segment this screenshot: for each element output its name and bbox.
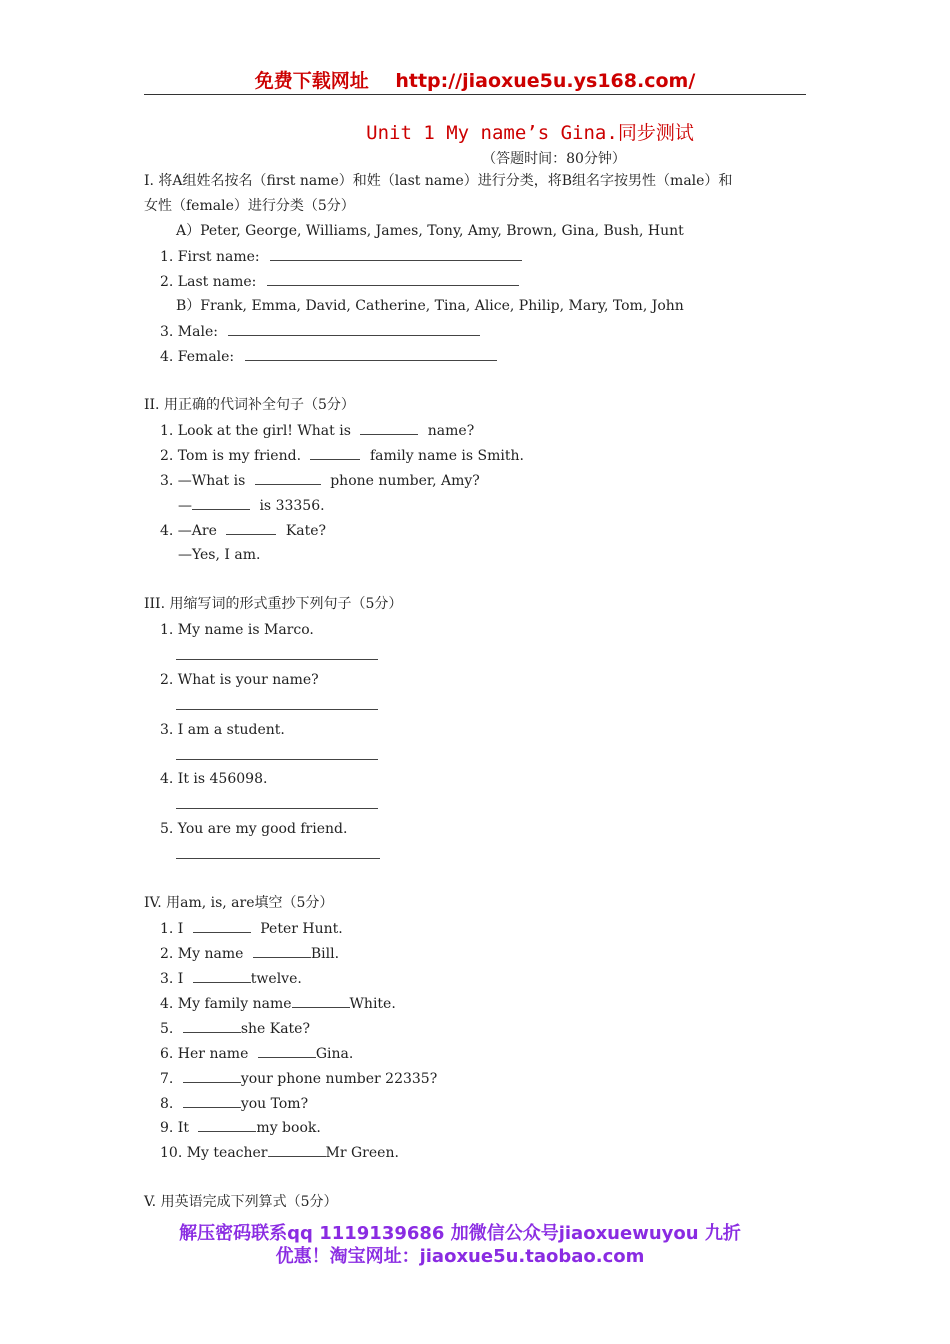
answer-blank[interactable]	[228, 322, 480, 336]
question-text: Bill.	[310, 946, 340, 962]
answer-blank[interactable]	[183, 1019, 241, 1033]
section4-question-4	[160, 994, 396, 1013]
question-text: 4. —Are	[160, 523, 217, 539]
question-text: she Kate?	[240, 1021, 310, 1037]
section3-question-2: 2. What is your name?	[160, 672, 319, 688]
section4-question-3	[160, 969, 302, 988]
section1-heading-line2: 女性（female）进行分类（5分）	[144, 198, 355, 214]
page-subtitle: （答题时间：80分钟）	[482, 151, 626, 167]
item-label: 1. First name:	[160, 249, 260, 265]
answer-blank[interactable]	[176, 696, 378, 710]
section1-heading-line1: I. 将A组姓名按名（first name）和姓（last name）进行分类，将B组名字按男性（male）和	[144, 173, 733, 189]
answer-blank[interactable]	[268, 1143, 326, 1157]
question-text: is 33356.	[259, 498, 325, 514]
answer-blank[interactable]	[292, 994, 350, 1008]
question-text: 8.	[160, 1096, 174, 1112]
section4-question-10	[160, 1143, 399, 1162]
footer-line-1: 解压密码联系qq 1119139686 加微信公众号jiaoxuewuyou 九折	[179, 1223, 741, 1244]
section3-answer-1	[176, 646, 378, 665]
section4-heading: IV. 用am, is, are填空（5分）	[144, 895, 334, 911]
answer-blank[interactable]	[193, 919, 251, 933]
question-text: 7.	[160, 1071, 174, 1087]
section3-question-3: 3. I am a student.	[160, 722, 285, 738]
question-text: 4. My family name	[160, 996, 292, 1012]
section2-question-4	[160, 521, 326, 540]
page-header	[144, 66, 806, 95]
question-text: my book.	[256, 1120, 321, 1136]
section1-item-3	[160, 322, 480, 341]
answer-blank[interactable]	[192, 496, 250, 510]
question-text: 3. —What is	[160, 473, 246, 489]
question-text: 10. My teacher	[160, 1145, 268, 1161]
item-label: 4. Female:	[160, 349, 235, 365]
section2-question-1	[160, 421, 474, 440]
question-text: name?	[427, 423, 475, 439]
answer-blank[interactable]	[310, 446, 360, 460]
question-text: Peter Hunt.	[260, 921, 343, 937]
question-text: 9. It	[160, 1120, 189, 1136]
section3-question-1: 1. My name is Marco.	[160, 622, 314, 638]
section4-question-8	[160, 1094, 308, 1113]
question-text: 6. Her name	[160, 1046, 249, 1062]
question-text: 2. My name	[160, 946, 244, 962]
answer-blank[interactable]	[176, 795, 378, 809]
section4-question-1	[160, 919, 343, 938]
question-text: you Tom?	[240, 1096, 309, 1112]
header-label: 免费下载网址	[254, 70, 369, 92]
section1-item-4	[160, 347, 497, 366]
answer-blank[interactable]	[183, 1069, 241, 1083]
section4-question-2	[160, 944, 339, 963]
answer-blank[interactable]	[253, 944, 311, 958]
answer-blank[interactable]	[255, 471, 321, 485]
question-text: 5.	[160, 1021, 174, 1037]
section1-group-a: A）Peter, George, Williams, James, Tony, Amy, Brown, Gina, Bush, Hunt	[176, 223, 684, 239]
question-text: Mr Green.	[325, 1145, 399, 1161]
section2-question-4-answer: —Yes, I am.	[178, 547, 261, 563]
section2-question-2	[160, 446, 524, 465]
section3-answer-4	[176, 795, 378, 814]
item-label: 3. Male:	[160, 324, 218, 340]
question-text: your phone number 22335?	[240, 1071, 438, 1087]
question-text: Kate?	[285, 523, 327, 539]
question-text: 1. I	[160, 921, 184, 937]
question-text: —	[178, 498, 192, 514]
answer-blank[interactable]	[270, 247, 522, 261]
section1-item-2	[160, 272, 519, 291]
section1-group-b: B）Frank, Emma, David, Catherine, Tina, Alice, Philip, Mary, Tom, John	[176, 298, 684, 314]
question-text: 3. I	[160, 971, 184, 987]
answer-blank[interactable]	[267, 272, 519, 286]
answer-blank[interactable]	[176, 845, 380, 859]
question-text: twelve.	[250, 971, 302, 987]
question-text: White.	[349, 996, 396, 1012]
section4-question-6	[160, 1044, 353, 1063]
footer-line-2: 优惠！淘宝网址：jiaoxue5u.taobao.com	[275, 1246, 645, 1267]
section4-question-5	[160, 1019, 310, 1038]
section3-heading: III. 用缩写词的形式重抄下列句子（5分）	[144, 596, 403, 612]
section3-answer-5	[176, 845, 380, 864]
section3-answer-3	[176, 746, 378, 765]
answer-blank[interactable]	[198, 1118, 256, 1132]
section4-question-9	[160, 1118, 321, 1137]
answer-blank[interactable]	[183, 1094, 241, 1108]
page-title: Unit 1 My name’s Gina.同步测试	[366, 122, 694, 144]
question-text: 2. Tom is my friend.	[160, 448, 302, 464]
question-text: family name is Smith.	[369, 448, 524, 464]
question-text: 1. Look at the girl! What is	[160, 423, 351, 439]
section2-heading: II. 用正确的代词补全句子（5分）	[144, 397, 355, 413]
answer-blank[interactable]	[176, 646, 378, 660]
section5-heading: V. 用英语完成下列算式（5分）	[144, 1194, 338, 1210]
header-url-link[interactable]: http://jiaoxue5u.ys168.com/	[395, 70, 696, 92]
section1-item-1	[160, 247, 522, 266]
item-label: 2. Last name:	[160, 274, 257, 290]
answer-blank[interactable]	[226, 521, 276, 535]
question-text: phone number, Amy?	[330, 473, 480, 489]
answer-blank[interactable]	[258, 1044, 316, 1058]
section2-question-3	[160, 471, 480, 490]
answer-blank[interactable]	[193, 969, 251, 983]
section2-question-3-answer	[178, 496, 325, 515]
answer-blank[interactable]	[176, 746, 378, 760]
section3-question-5: 5. You are my good friend.	[160, 821, 348, 837]
section4-question-7	[160, 1069, 437, 1088]
section3-answer-2	[176, 696, 378, 715]
question-text: Gina.	[315, 1046, 354, 1062]
answer-blank[interactable]	[360, 421, 418, 435]
answer-blank[interactable]	[245, 347, 497, 361]
section3-question-4: 4. It is 456098.	[160, 771, 268, 787]
